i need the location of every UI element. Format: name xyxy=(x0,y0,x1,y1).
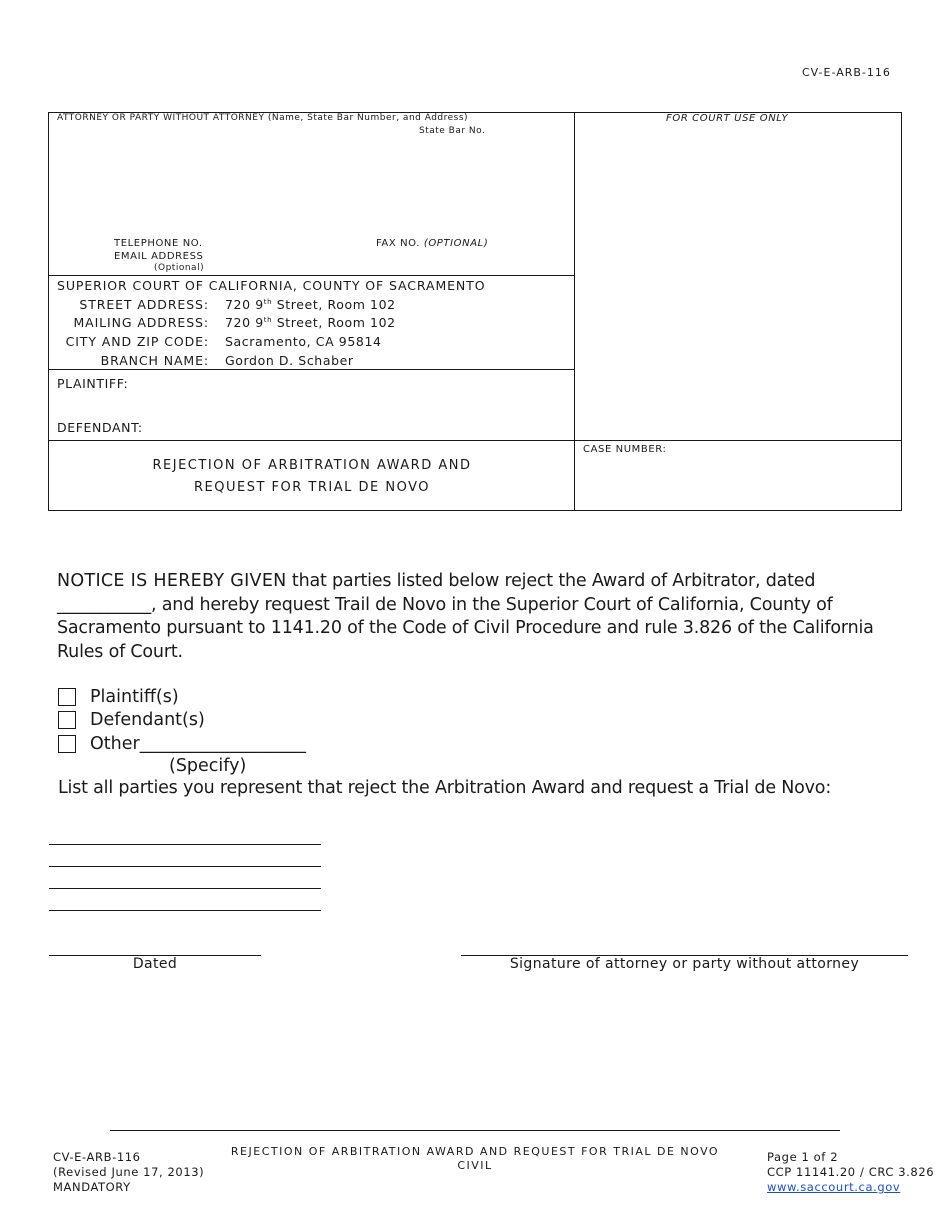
city-zip-value: Sacramento, CA 95814 xyxy=(225,334,382,349)
signature-label: Signature of attorney or party without attorney xyxy=(509,956,860,972)
defendants-label: Defendant(s) xyxy=(90,710,205,730)
other-label: Other___________________ xyxy=(90,734,306,754)
option-defendants[interactable] xyxy=(58,709,205,731)
list-instruction: List all parties you represent that reject the Arbitration Award and request a Trial de Novo: xyxy=(58,778,832,798)
court-use-text: FOR COURT USE ONLY xyxy=(666,113,789,124)
court-name: SUPERIOR COURT OF CALIFORNIA, COUNTY OF SACRAMENTO xyxy=(57,278,486,293)
mailing-prefix: 720 9 xyxy=(225,315,264,330)
telephone-label: TELEPHONE NO. xyxy=(114,238,203,249)
header-divider-vertical xyxy=(574,112,575,511)
footer-left xyxy=(53,1150,204,1195)
footer-title: REJECTION OF ARBITRATION AWARD AND REQUEST FOR TRIAL DE NOVO xyxy=(230,1145,720,1158)
option-plaintiffs[interactable] xyxy=(58,686,179,708)
plaintiff-label: PLAINTIFF: xyxy=(57,376,129,391)
option-other[interactable] xyxy=(58,733,306,755)
fax-label xyxy=(376,238,488,249)
footer-citation: CCP 11141.20 / CRC 3.826 xyxy=(767,1165,935,1179)
other-checkbox[interactable] xyxy=(58,735,76,753)
footer-right xyxy=(767,1150,934,1195)
footer-website-link[interactable]: www.saccourt.ca.gov xyxy=(767,1180,901,1194)
notice-lead: NOTICE IS HEREBY GIVEN xyxy=(57,571,287,591)
defendants-checkbox[interactable] xyxy=(58,711,76,729)
dated-label: Dated xyxy=(132,956,178,972)
street-address-label: STREET ADDRESS: xyxy=(79,297,209,312)
party-line-1[interactable] xyxy=(49,844,321,845)
party-line-2[interactable] xyxy=(49,866,321,867)
header-border-bottom xyxy=(48,510,902,511)
footer-mandatory: MANDATORY xyxy=(53,1180,131,1194)
footer-page: Page 1 of 2 xyxy=(767,1150,839,1164)
form-title-line2: REQUEST FOR TRIAL DE NOVO xyxy=(194,480,430,495)
mailing-address-value xyxy=(225,315,396,330)
fax-optional: (OPTIONAL) xyxy=(423,238,489,249)
footer-revised: (Revised June 17, 2013) xyxy=(53,1165,205,1179)
notice-text: that parties listed below reject the Award of Arbitrator, dated ___________, and hereby request Trail de Novo in the Superior Court of California, County of Sacramento pursuant to 1141.20 of the Code of Civil Procedure and rule 3.826 of the California Rules of Court. xyxy=(57,571,874,662)
state-bar-label: State Bar No. xyxy=(419,126,486,136)
specify-label: (Specify) xyxy=(169,756,247,776)
email-optional: (Optional) xyxy=(154,263,205,273)
header-border-right xyxy=(901,112,902,511)
plaintiffs-checkbox[interactable] xyxy=(58,688,76,706)
form-number-top: CV-E-ARB-116 xyxy=(802,66,891,79)
form-title-line1: REJECTION OF ARBITRATION AWARD AND xyxy=(152,458,472,473)
divider-court-parties xyxy=(48,369,575,370)
street-prefix: 720 9 xyxy=(225,297,264,312)
fax-label-text: FAX NO. xyxy=(376,238,421,249)
attorney-label: ATTORNEY OR PARTY WITHOUT ATTORNEY (Name, State Bar Number, and Address) xyxy=(57,113,469,123)
mailing-suffix: Street, Room 102 xyxy=(272,315,396,330)
street-address-value xyxy=(225,297,396,312)
court-use-label xyxy=(666,113,788,124)
footer-subtitle: CIVIL xyxy=(457,1159,493,1172)
divider-attorney-court xyxy=(48,275,575,276)
party-line-4[interactable] xyxy=(49,910,321,911)
case-number-label: CASE NUMBER: xyxy=(583,444,667,455)
email-label: EMAIL ADDRESS xyxy=(114,251,204,262)
branch-name-label: BRANCH NAME: xyxy=(100,353,209,368)
city-zip-label: CITY AND ZIP CODE: xyxy=(65,334,209,349)
footer-center xyxy=(225,1145,725,1173)
footer-form-number: CV-E-ARB-116 xyxy=(53,1150,141,1164)
footer-rule xyxy=(110,1130,840,1131)
notice-paragraph xyxy=(57,570,897,664)
mailing-address-label: MAILING ADDRESS: xyxy=(73,315,209,330)
defendant-label: DEFENDANT: xyxy=(57,420,143,435)
street-sup: th xyxy=(263,297,273,306)
branch-name-value: Gordon D. Schaber xyxy=(225,353,354,368)
plaintiffs-label: Plaintiff(s) xyxy=(90,687,179,707)
divider-parties-title xyxy=(48,440,902,441)
mailing-sup: th xyxy=(263,315,273,324)
party-line-3[interactable] xyxy=(49,888,321,889)
street-suffix: Street, Room 102 xyxy=(272,297,396,312)
